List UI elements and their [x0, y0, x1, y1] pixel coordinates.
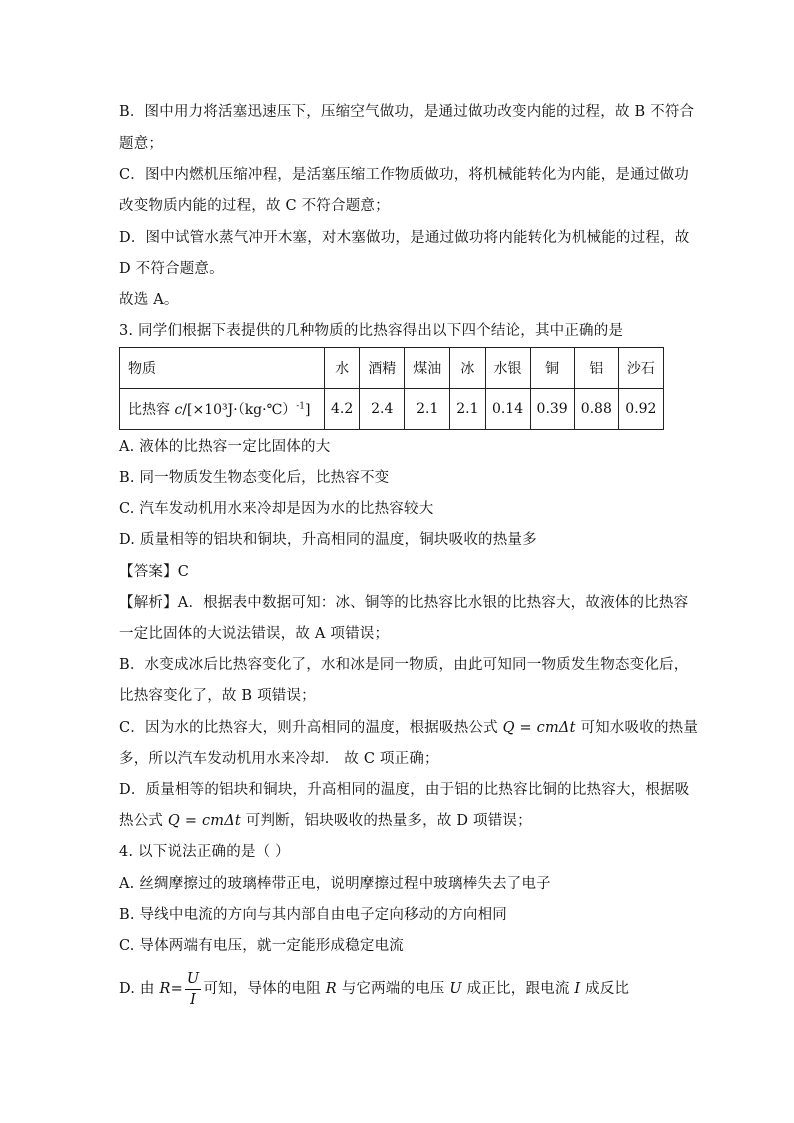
- answer-line: 【答案】C: [119, 564, 190, 580]
- table-cell: 酒精: [360, 348, 405, 389]
- table-cell: 0.39: [530, 389, 574, 430]
- resistance-symbol: R: [159, 981, 171, 997]
- option-a: A. 丝绸摩擦过的玻璃棒带正电，说明摩擦过程中玻璃棒失去了电子: [119, 876, 551, 892]
- analysis-line: 【解析】A．根据表中数据可知：冰、铜等的比热容比水银的比热容大，故液体的比热容: [119, 595, 689, 611]
- text-span: 与它两端的电压: [336, 981, 450, 997]
- analysis-line: B．图中用力将活塞迅速压下，压缩空气做功，是通过做功改变内能的过程，故 B 不符合: [119, 104, 695, 120]
- table-value-row: [120, 389, 664, 430]
- text-span: 成反比: [580, 981, 630, 997]
- conclusion-line: 故选 A。: [119, 292, 179, 308]
- table-cell: 冰: [450, 348, 485, 389]
- text-span: C．因为水的比热容大，则升高相同的温度，根据吸热公式: [119, 720, 503, 736]
- table-cell: 水银: [485, 348, 530, 389]
- heat-formula: Q = cmΔt: [502, 720, 576, 736]
- table-cell: 沙石: [618, 348, 663, 389]
- option-b: B. 导线中电流的方向与其内部自由电子定向移动的方向相同: [119, 907, 507, 923]
- analysis-line: D．质量相等的铝块和铜块，升高相同的温度，由于铝的比热容比铜的比热容大，根据吸: [119, 782, 690, 798]
- analysis-line: [119, 718, 698, 738]
- row-label-exponent: -1: [296, 401, 306, 412]
- text-span: 可知，导体的电阻: [203, 981, 326, 997]
- option-c: C. 汽车发动机用水来冷却是因为水的比热容较大: [119, 501, 434, 517]
- table-header-label: 物质: [120, 348, 325, 389]
- table-cell: 煤油: [405, 348, 450, 389]
- option-d: [119, 968, 629, 1010]
- fraction-denominator: I: [190, 991, 197, 1008]
- ohm-fraction: [185, 969, 201, 1010]
- table-cell: 0.92: [618, 389, 663, 430]
- heat-formula: Q = cmΔt: [167, 813, 241, 829]
- question-3-stem: 3. 同学们根据下表提供的几种物质的比热容得出以下四个结论，其中正确的是: [119, 323, 624, 339]
- table-cell: 2.1: [450, 389, 485, 430]
- table-cell: 4.2: [325, 389, 360, 430]
- analysis-line: 比热容变化了，故 B 项错误；: [119, 688, 316, 704]
- text-span: 成正比，跟电流: [461, 981, 575, 997]
- row-label-close: ]: [305, 402, 311, 418]
- table-cell: 2.1: [405, 389, 450, 430]
- table-cell: 水: [325, 348, 360, 389]
- analysis-line: C．图中内燃机压缩冲程，是活塞压缩工作物质做功，将机械能转化为内能，是通过做功: [119, 167, 689, 183]
- row-label-symbol: c: [174, 402, 183, 418]
- voltage-symbol: U: [449, 981, 462, 997]
- analysis-line: [119, 811, 532, 831]
- analysis-line: 多，所以汽车发动机用水来冷却． 故 C 项正确；: [119, 751, 439, 767]
- specific-heat-table: [119, 347, 664, 430]
- equals-sign: =: [170, 981, 183, 997]
- table-cell: 铝: [574, 348, 618, 389]
- text-span: D. 由: [119, 981, 160, 997]
- table-cell: 铜: [530, 348, 574, 389]
- question-4-stem: 4. 以下说法正确的是（ ）: [119, 844, 290, 860]
- table-row-label: [120, 389, 325, 430]
- fraction-numerator: U: [185, 969, 201, 990]
- text-span: 热公式: [119, 813, 168, 829]
- text-span: 可知水吸收的热量: [575, 720, 699, 736]
- row-label-unit: /[×10³J·（kg·℃）: [182, 402, 297, 418]
- table-cell: 0.88: [574, 389, 618, 430]
- option-c: C. 导体两端有电压，就一定能形成稳定电流: [119, 938, 404, 954]
- current-symbol: I: [574, 981, 581, 997]
- row-label-text: 比热容: [128, 402, 175, 418]
- analysis-line: D．图中试管水蒸气冲开木塞，对木塞做功，是通过做功将内能转化为机械能的过程，故: [119, 230, 690, 246]
- analysis-line: 改变物质内能的过程，故 C 不符合题意；: [119, 198, 390, 214]
- analysis-line: D 不符合题意。: [119, 261, 224, 277]
- analysis-line: B．水变成冰后比热容变化了，水和冰是同一物质，由此可知同一物质发生物态变化后，: [119, 657, 689, 673]
- table-cell: 2.4: [360, 389, 405, 430]
- analysis-line: 题意；: [119, 136, 164, 152]
- option-a: A. 液体的比热容一定比固体的大: [119, 439, 331, 455]
- text-span: 可判断，铝块吸收的热量多，故 D 项错误；: [240, 813, 532, 829]
- analysis-line: 一定比固体的大说法错误，故 A 项错误；: [119, 626, 390, 642]
- table-header-row: [120, 348, 664, 389]
- option-d: D. 质量相等的铝块和铜块，升高相同的温度，铜块吸收的热量多: [119, 532, 537, 548]
- option-b: B. 同一物质发生物态变化后，比热容不变: [119, 470, 390, 486]
- resistance-symbol: R: [325, 981, 337, 997]
- table-cell: 0.14: [485, 389, 530, 430]
